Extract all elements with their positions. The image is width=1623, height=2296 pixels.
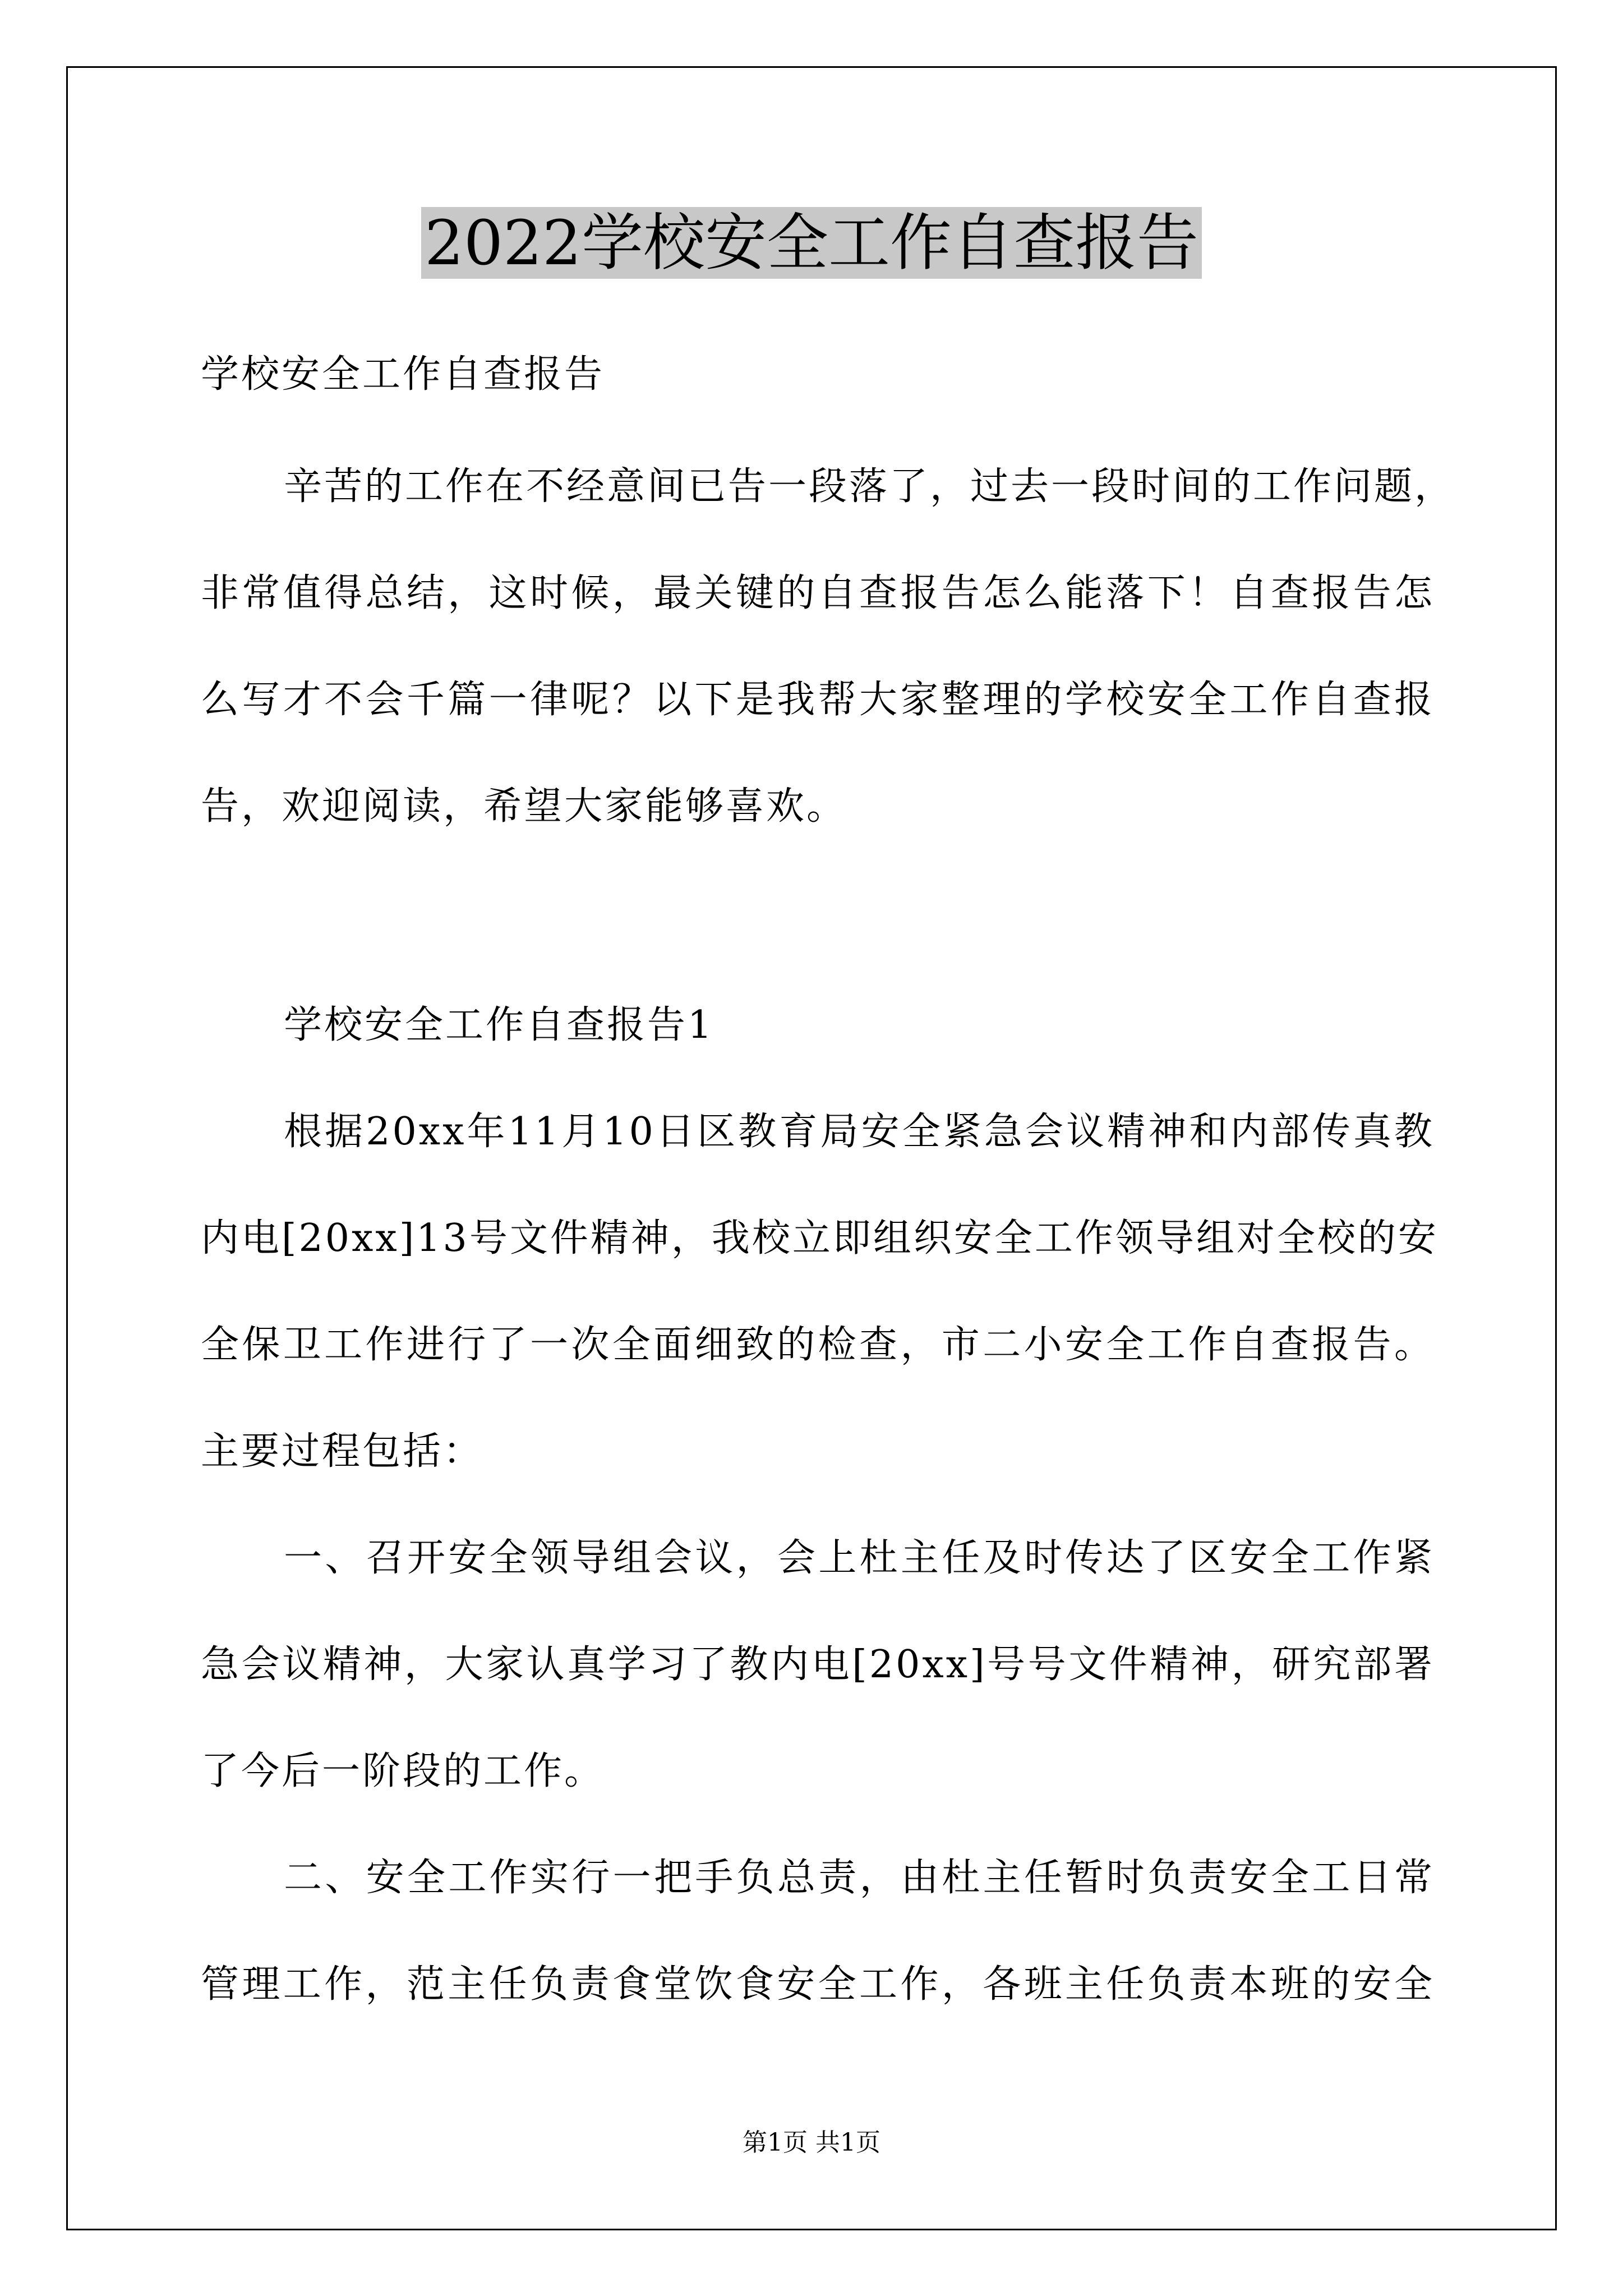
paragraph-line: 根据20xx年11月10日区教育局安全紧急会议精神和内部传真教 [284, 1110, 1435, 1154]
intro-line: 非常值得总结，这时候，最关键的自查报告怎么能落下！自查报告怎 [201, 571, 1435, 615]
paragraph-line: 主要过程包括： [201, 1429, 484, 1474]
paragraph-line: 管理工作，范主任负责食堂饮食安全工作，各班主任负责本班的安全 [201, 1962, 1435, 2007]
paragraph-line: 全保卫工作进行了一次全面细致的检查，市二小安全工作自查报告。 [201, 1323, 1435, 1367]
section-heading: 学校安全工作自查报告1 [284, 1003, 714, 1047]
intro-line: 告，欢迎阅读，希望大家能够喜欢。 [201, 784, 847, 829]
page-footer: 第1页 共1页 [743, 2128, 880, 2157]
paragraph-line: 急会议精神，大家认真学习了教内电[20xx]号号文件精神，研究部署 [201, 1642, 1435, 1687]
intro-line: 么写才不会千篇一律呢？以下是我帮大家整理的学校安全工作自查报 [201, 678, 1435, 722]
intro-line: 辛苦的工作在不经意间已告一段落了，过去一段时间的工作问题， [284, 464, 1455, 509]
document-title-text: 2022学校安全工作自查报告 [421, 207, 1202, 279]
paragraph-line: 二、安全工作实行一把手负总责，由杜主任暂时负责安全工日常 [284, 1856, 1435, 1900]
paragraph-line: 一、召开安全领导组会议，会上杜主任及时传达了区安全工作紧 [284, 1536, 1435, 1580]
paragraph-line: 内电[20xx]13号文件精神，我校立即组织安全工作领导组对全校的安 [201, 1216, 1438, 1260]
document-subtitle: 学校安全工作自查报告 [201, 352, 605, 397]
paragraph-line: 了今后一阶段的工作。 [201, 1749, 605, 1793]
document-title [0, 201, 1623, 285]
